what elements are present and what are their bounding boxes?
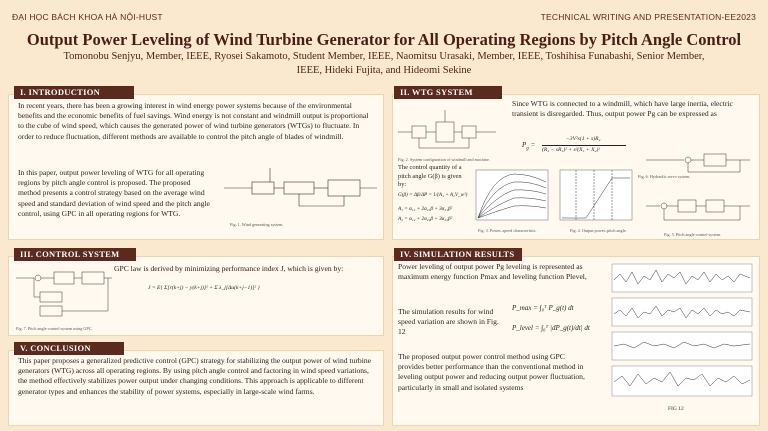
g-beta-equation: G(β) = Δβ/ΔP = 1/(A₁ + A₂V_w²) bbox=[398, 192, 468, 198]
pmax-equation: P_max = ∫₀ᵀ P_g(t) dt bbox=[512, 304, 574, 312]
authors-line-2: IEEE, Hideki Fujita, and Hideomi Sekine bbox=[296, 65, 472, 76]
simulation-text-2: The simulation results for wind speed variation are shown in Fig. 12 bbox=[398, 307, 499, 337]
figure-2-caption: Fig. 2. System configuration of windmill and machine. bbox=[398, 157, 490, 162]
pitch-angle-control-system-diagram bbox=[644, 146, 756, 176]
course-name: TECHNICAL WRITING AND PRESENTATION-EE2023 bbox=[540, 12, 756, 22]
figure-1-caption: Fig. 1. Wind generating system. bbox=[230, 222, 284, 227]
power-speed-characteristic-chart bbox=[470, 168, 550, 226]
output-power-numerator: −3V²s(1 + s)R₂ bbox=[566, 136, 601, 142]
introduction-paragraph-2: In this paper, output power leveling of WTG for all operating regions by pitch angle control is proposed. The proposed method presents a control strategy based on the average wind speed and standard deviation of wind speed and the pitch angle control, using GPC in all operating regions for WTG. bbox=[18, 168, 210, 218]
conclusion-heading: V. CONCLUSION bbox=[14, 342, 124, 355]
pg-subscript: g bbox=[526, 146, 529, 152]
simulation-results-charts bbox=[604, 262, 756, 404]
poster-title: Output Power Leveling of Wind Turbine Generator for All Operating Regions by Pitch Angle Control bbox=[26, 30, 742, 49]
control-system-heading: III. CONTROL SYSTEM bbox=[14, 248, 136, 261]
output-power-denominator: (R₂ − sR₁)² + s²(X₁ + X₂)² bbox=[542, 147, 600, 153]
windmill-machine-configuration-diagram bbox=[396, 104, 500, 154]
figure-6-caption: Fig. 6. Hydraulic servo system. bbox=[638, 174, 691, 179]
simulation-text-1: Power leveling of output power Pg leveling is represented as maximum energy function Pmax and leveling function Plevel, bbox=[398, 262, 587, 282]
hydraulic-servo-diagram bbox=[644, 186, 756, 226]
performance-index-equation: J = E{ Σ[r(k+j) − y(k+j)]² + Σ λ_j[Δu(k+j−1)]² } bbox=[148, 285, 260, 291]
university-name: ĐẠI HỌC BÁCH KHOA HÀ NỘI-HUST bbox=[12, 12, 163, 22]
wtg-system-text: Since WTG is connected to a windmill, which have large inertia, electric transient is disregarded. Thus, output power Pg can be expressed as bbox=[512, 99, 733, 119]
output-power-fraction-bar bbox=[542, 145, 626, 146]
a2-equation: A₂ = α₁₂ + 2α₂₂β + 3α₃₂β² bbox=[398, 216, 453, 222]
conclusion-text: This paper proposes a generalized predictive control (GPC) strategy for stabilizing the output power of wind turbine generators (WTG) across all operating regions. By using pitch angle control and factoring in wind speed variations, the method effectively stabilizes power output under changing conditions. This approach is applicable to different generator types and enhances the stability of power systems, especially in large-scale wind farms. bbox=[18, 356, 372, 396]
pitch-control-quantity-text: The control quantity of a pitch angle G(β) is given by: bbox=[398, 164, 462, 189]
introduction-heading: I. INTRODUCTION bbox=[14, 86, 134, 99]
simulation-heading: IV. SIMULATION RESULTS bbox=[394, 248, 522, 261]
gpc-control-block-diagram bbox=[14, 262, 114, 324]
output-power-equation: $P_g$ = bbox=[522, 141, 536, 152]
figure-4-caption: Fig. 4. Output power–pitch angle. bbox=[570, 228, 627, 233]
poster-top-bar bbox=[0, 0, 768, 30]
figure-7-caption: Fig. 7. Pitch angle control system using GPC. bbox=[16, 326, 93, 331]
wtg-system-heading: II. WTG SYSTEM bbox=[394, 86, 502, 99]
control-system-text: GPC law is derived by minimizing performance index J, which is given by: bbox=[114, 264, 344, 273]
simulation-text-3: The proposed output power control method using GPC provides better performance than the conventional method in leveling output power and reducing output power fluctuation, particularly in small and isolated systems bbox=[398, 352, 585, 392]
pg-symbol: P bbox=[522, 141, 527, 149]
poster-authors bbox=[0, 50, 768, 78]
a1-equation: A₁ = α₁₁ + 2α₂₁β + 3α₃₁β² bbox=[398, 206, 453, 212]
introduction-paragraph-1: In recent years, there has been a growing interest in wind energy power systems because of the environmental benefits and the economic benefits of fuel savings. Wind energy is not constant and windmill output is proportional to the cube of wind speed, which causes the generated power of wind turbine generators (WTGs) to fluctuate. In order to reduce fluctuation, different methods are available to control the pitch angle of blades of windmill. bbox=[18, 101, 369, 141]
figure-3-caption: Fig. 3. Power–speed characteristic. bbox=[478, 228, 537, 233]
fig-12-label: FIG 12 bbox=[668, 406, 684, 412]
output-power-pitch-angle-chart bbox=[556, 168, 634, 226]
figure-5-caption: Fig. 5. Pitch angle control system. bbox=[664, 232, 722, 237]
plevel-equation: P_level = ∫₀ᵀ |dP_g(t)/dt| dt bbox=[512, 324, 590, 332]
wind-generating-system-diagram bbox=[222, 158, 380, 220]
authors-line-1: Tomonobu Senjyu, Member, IEEE, Ryosei Sakamoto, Student Member, IEEE, Naomitsu Urasaki, Member, IEEE, Toshihisa Funabashi, Senior Member, bbox=[63, 51, 705, 62]
